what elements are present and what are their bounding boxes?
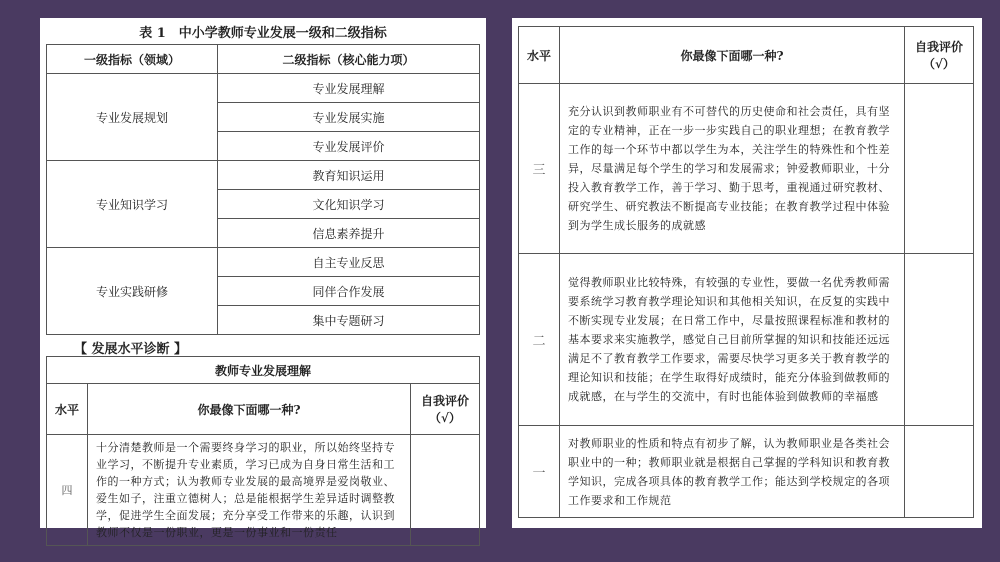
diagnosis-heading: 【 发展水平诊断 】 bbox=[74, 342, 188, 357]
item-cell: 文化知识学习 bbox=[218, 190, 480, 219]
level-table-right bbox=[518, 26, 974, 518]
item-cell: 专业发展理解 bbox=[218, 74, 480, 103]
level-description: 觉得教师职业比较特殊，有较强的专业性，要做一名优秀教师需要系统学习教育教学理论知识和其他相关知识，在反复的实践中不断实现专业发展；在日常工作中，尽量按照课程标准和教材的基本要求来实施教学，感觉自己目前所掌握的知识和技能还远远满足不了教育教学工作要求，需要尽快学习更多关于教育教学的理论知识和技能；在学生取得好成绩时，能充分体验到做教师的成就感，在与学生的交流中，有时也能体验到做教师的幸福感 bbox=[560, 254, 905, 426]
level-table-left bbox=[46, 356, 480, 546]
table1-title: 表 1 中小学教师专业发展一级和二级指标 bbox=[139, 26, 387, 41]
self-eval-cell[interactable] bbox=[905, 254, 974, 426]
domain-cell: 专业知识学习 bbox=[47, 161, 218, 248]
self-eval-label: 自我评价 bbox=[914, 40, 963, 54]
item-cell: 专业发展实施 bbox=[218, 103, 480, 132]
level-cell: 二 bbox=[519, 254, 560, 426]
self-eval-cell[interactable] bbox=[411, 435, 480, 546]
header-self-eval bbox=[411, 384, 480, 435]
header-self-eval bbox=[905, 27, 974, 84]
header-question: 你最像下面哪一种? bbox=[88, 384, 411, 435]
col-header-domain: 一级指标（领域） bbox=[47, 45, 218, 74]
item-cell: 专业发展评价 bbox=[218, 132, 480, 161]
level-cell: 三 bbox=[519, 84, 560, 254]
self-eval-cell[interactable] bbox=[905, 84, 974, 254]
level-cell: 一 bbox=[519, 426, 560, 518]
right-page bbox=[512, 18, 982, 528]
check-mark-label: （√） bbox=[429, 411, 461, 425]
item-cell: 同伴合作发展 bbox=[218, 277, 480, 306]
domain-cell: 专业发展规划 bbox=[47, 74, 218, 161]
check-mark-label: （√） bbox=[923, 57, 955, 71]
level-description: 充分认识到教师职业有不可替代的历史使命和社会责任，具有坚定的专业精神，正在一步一步实践自己的职业理想；在教育教学工作的每一个环节中都以学生为本，关注学生的特殊性和个性差异，尽量满足每个学生的学习和发展需求；钟爱教师职业，十分投入教育教学工作，善于学习、勤于思考，重视通过研究教材、研究学生、研究教法不断提高专业技能；在教育教学过程中体验到为学生成长服务的成就感 bbox=[560, 84, 905, 254]
col-header-core: 二级指标（核心能力项） bbox=[218, 45, 480, 74]
header-level: 水平 bbox=[519, 27, 560, 84]
item-cell: 自主专业反思 bbox=[218, 248, 480, 277]
item-cell: 信息素养提升 bbox=[218, 219, 480, 248]
header-level: 水平 bbox=[47, 384, 88, 435]
domain-cell: 专业实践研修 bbox=[47, 248, 218, 335]
self-eval-label: 自我评价 bbox=[420, 394, 469, 408]
left-page bbox=[40, 18, 486, 539]
level-description: 十分清楚教师是一个需要终身学习的职业，所以始终坚持专业学习，不断提升专业素质，学习已成为自身日常生活和工作的一种方式；认为教师专业发展的最高境界是爱岗敬业、爱生如子，注重立德树人；总是能根据学生差异适时调整教学，促进学生全面发展；充分享受工作带来的乐趣，认识到教师不仅是一份职业，更是一份事业和一份责任 bbox=[88, 435, 411, 546]
level-cell: 四 bbox=[47, 435, 88, 546]
self-eval-cell[interactable] bbox=[905, 426, 974, 518]
header-question: 你最像下面哪一种? bbox=[560, 27, 905, 84]
table2-caption: 教师专业发展理解 bbox=[47, 357, 480, 384]
item-cell: 教育知识运用 bbox=[218, 161, 480, 190]
level-description: 对教师职业的性质和特点有初步了解，认为教师职业是各类社会职业中的一种；教师职业就是根据自己掌握的学科知识和教育教学知识，完成各项具体的教育教学工作；能达到学校规定的各项工作要求和工作规范 bbox=[560, 426, 905, 518]
item-cell: 集中专题研习 bbox=[218, 306, 480, 335]
indicator-table bbox=[46, 44, 480, 335]
